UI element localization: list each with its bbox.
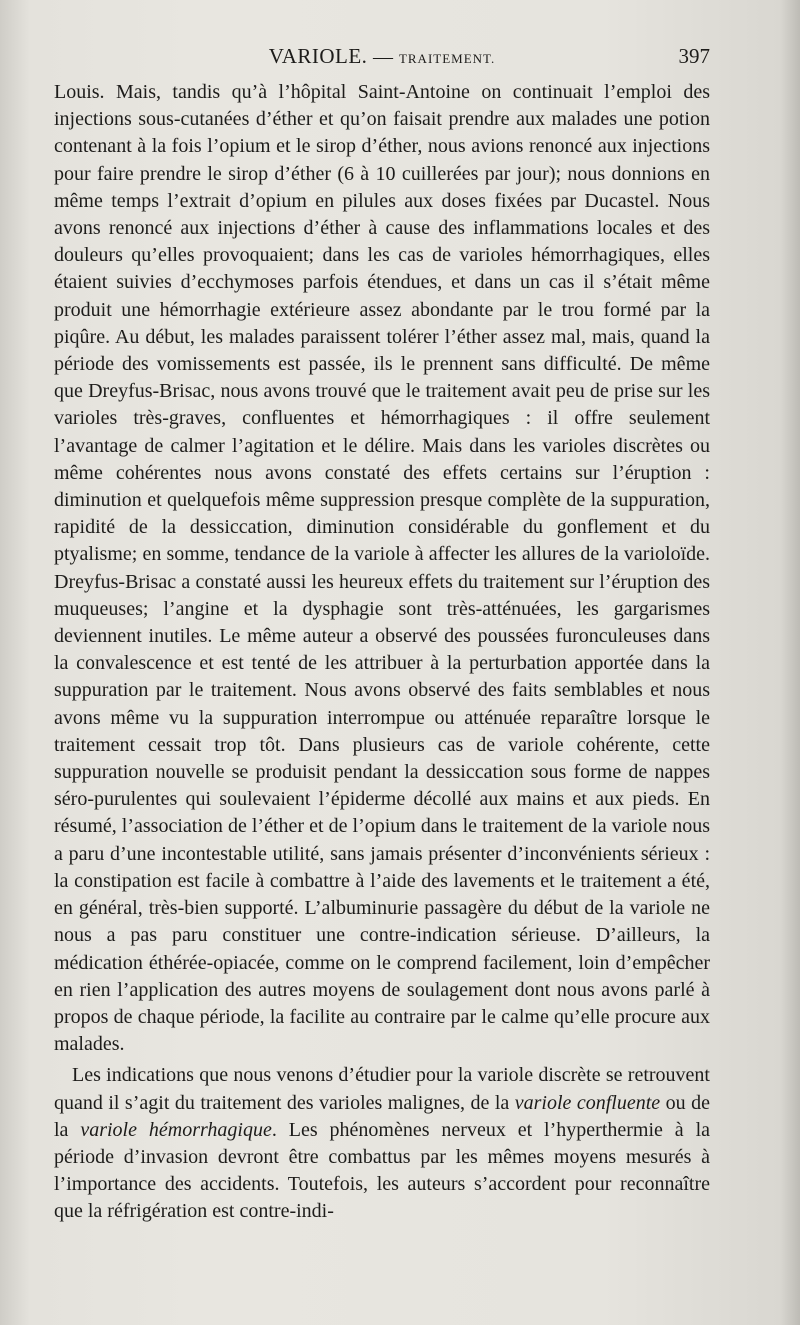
- paragraph-2: [54, 1062, 710, 1225]
- paragraph-2-italic-1: variole confluente: [514, 1091, 661, 1114]
- paragraph-2-part-2: ou de la: [54, 1091, 710, 1141]
- paragraph-2-part-1: Les indications que nous venons d’étudier pour la variole discrète se retrouvent quand il s’agit du traitement des varioles malignes, de la: [54, 1064, 710, 1114]
- running-head-title: VARIOLE.: [268, 44, 368, 68]
- body-text: [54, 79, 710, 1226]
- page-number: 397: [678, 44, 710, 68]
- running-head-subtitle: TRAITEMENT.: [398, 51, 496, 66]
- running-head: [54, 44, 710, 69]
- running-head-dash: —: [372, 46, 394, 68]
- page-header: [54, 44, 710, 74]
- paragraph-1: Louis. Mais, tandis qu’à l’hôpital Saint-Antoine on continuait l’emploi des injections sous-cutanées d’éther et qu’on faisait prendre aux malades une potion contenant à la fois l’opium et le sirop d’éther, nous avions renoncé aux injections pour faire prendre le sirop d’éther (6 à 10 cuillerées par jour); nous donnions en même temps l’extrait d’opium en pilules aux doses fixées par Ducastel. Nous avons renoncé aux injections d’éther à cause des inflammations locales et des douleurs qu’elles provoquaient; dans les cas de varioles hémorrhagiques, elles étaient suivies d’ecchymoses parfois étendues, et dans un cas il s’était même produit une hémorrhagie extérieure assez abondante par le trou formé par la piqûre. Au début, les malades paraissent tolérer l’éther assez mal, mais, quand la période des vomissements est passée, ils le prennent sans difficulté. De même que Dreyfus-Brisac, nous avons trouvé que le traitement avait peu de prise sur les varioles très-graves, confluentes et hémorrhagiques : il offre seulement l’avantage de calmer l’agitation et le délire. Mais dans les varioles discrètes ou même cohérentes nous avons constaté des effets certains sur l’éruption : diminution et quelquefois même suppression presque complète de la suppuration, rapidité de la dessiccation, diminution considérable du gonflement et du ptyalisme; en somme, tendance de la variole à affecter les allures de la varioloïde. Dreyfus-Brisac a constaté aussi les heureux effets du traitement sur l’éruption des muqueuses; l’angine et la dysphagie sont très-atténuées, les gargarismes deviennent inutiles. Le même auteur a observé des poussées furonculeuses dans la convalescence et est tenté de les attribuer à la perturbation apportée dans la suppuration par le traitement. Nous avons observé des faits semblables et nous avons même vu la suppuration interrompue ou atténuée reparaître lorsque le traitement cessait trop tôt. Dans plusieurs cas de variole cohérente, cette suppuration nouvelle se produisit pendant la dessiccation sous forme de nappes séro-purulentes qui soulevaient l’épiderme décollé aux mains et aux pieds. En résumé, l’association de l’éther et de l’opium dans le traitement de la variole nous a paru d’une incontestable utilité, sans jamais présenter d’inconvénients sérieux : la constipation est facile à combattre à l’aide des lavements et le traitement a été, en général, très-bien supporté. L’albuminurie passagère du début de la variole ne nous a pas paru constituer une contre-indication sérieuse. D’ailleurs, la médication éthérée-opiacée, comme on le comprend facilement, loin d’empêcher en rien l’application des autres moyens de soulagement dont nous avons parlé à propos de chaque période, la facilite au contraire par le calme qu’elle procure aux malades.: [54, 81, 710, 1056]
- paragraph-2-part-3: . Les phénomènes nerveux et l’hyperthermie à la période d’invasion devront être combattus par les mêmes moyens mesurés à l’importance des accidents. Toutefois, les auteurs s’accordent pour reconnaître que la réfrigération est contre-indi-: [54, 1118, 711, 1223]
- paragraph-2-italic-2: variole hémorrhagique: [80, 1118, 272, 1141]
